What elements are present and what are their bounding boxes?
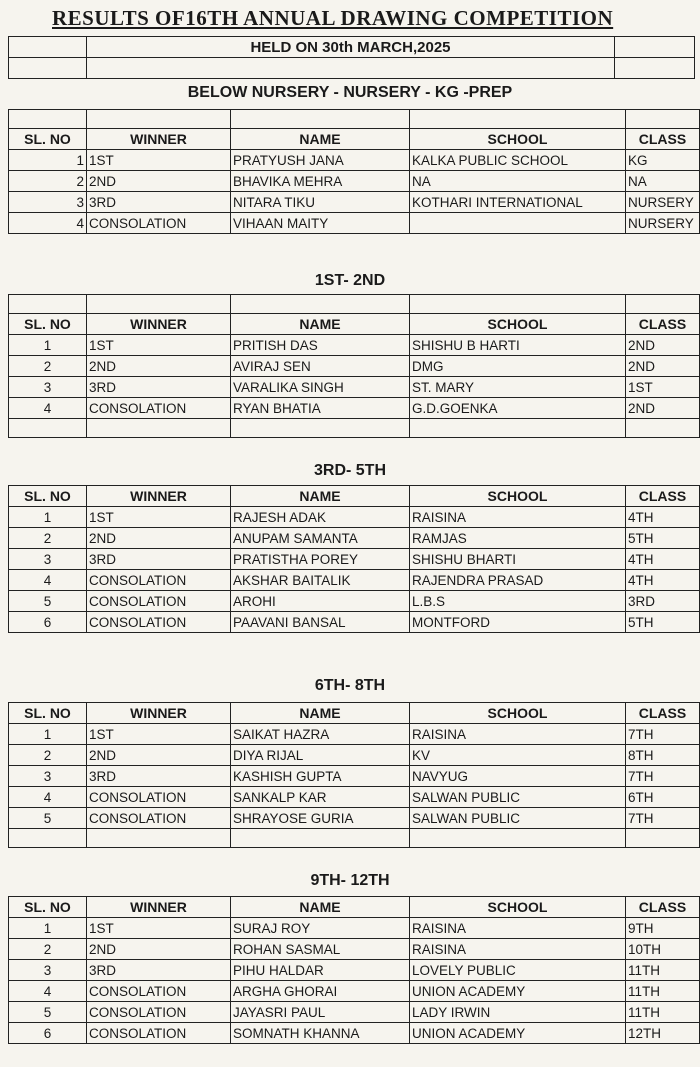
- cell-school: UNION ACADEMY: [410, 981, 626, 1002]
- column-header-class: CLASS: [626, 486, 700, 507]
- cell-name: PAAVANI BANSAL: [231, 612, 410, 633]
- cell-name: SOMNATH KHANNA: [231, 1023, 410, 1044]
- cell-sl: 2: [9, 171, 87, 192]
- table-row: [9, 766, 700, 787]
- results-table: [8, 896, 700, 1044]
- column-header-class: CLASS: [626, 129, 700, 150]
- cell-winner: 2ND: [87, 171, 231, 192]
- cell-name: ARGHA GHORAI: [231, 981, 410, 1002]
- cell-sl: 4: [9, 570, 87, 591]
- cell-winner: 2ND: [87, 356, 231, 377]
- cell-school: KOTHARI INTERNATIONAL: [410, 192, 626, 213]
- cell-winner: CONSOLATION: [87, 787, 231, 808]
- cell-name: AVIRAJ SEN: [231, 356, 410, 377]
- column-header-winner: WINNER: [87, 129, 231, 150]
- cell-name: PIHU HALDAR: [231, 960, 410, 981]
- table-row: [9, 528, 700, 549]
- section-title: 9TH- 12TH: [310, 872, 390, 889]
- cell-sl: 1: [9, 724, 87, 745]
- table-row: [9, 377, 700, 398]
- table-row: [9, 570, 700, 591]
- cell-sl: 2: [9, 745, 87, 766]
- cell-sl: 4: [9, 787, 87, 808]
- cell-name: KASHISH GUPTA: [231, 766, 410, 787]
- held-right-cell: [615, 37, 695, 58]
- cell-name: AROHI: [231, 591, 410, 612]
- blank-cell: [231, 419, 410, 438]
- cell-winner: CONSOLATION: [87, 1002, 231, 1023]
- table-row: [9, 549, 700, 570]
- column-header-school: SCHOOL: [410, 129, 626, 150]
- cell-name: RAJESH ADAK: [231, 507, 410, 528]
- cell-winner: 1ST: [87, 507, 231, 528]
- blank-cell: [231, 829, 410, 848]
- cell-class: 1ST: [626, 377, 700, 398]
- cell-winner: 3RD: [87, 192, 231, 213]
- table-row: [9, 591, 700, 612]
- cell-sl: 4: [9, 981, 87, 1002]
- blank-cell: [626, 110, 700, 129]
- cell-class: 7TH: [626, 724, 700, 745]
- held-right-cell: [615, 58, 695, 79]
- held-blank-cell: [87, 58, 615, 79]
- column-header-name: NAME: [231, 486, 410, 507]
- cell-sl: 3: [9, 549, 87, 570]
- cell-winner: 2ND: [87, 528, 231, 549]
- table-row: [9, 335, 700, 356]
- cell-sl: 2: [9, 528, 87, 549]
- column-header-class: CLASS: [626, 897, 700, 918]
- column-header-name: NAME: [231, 129, 410, 150]
- cell-school: KALKA PUBLIC SCHOOL: [410, 150, 626, 171]
- blank-cell: [410, 295, 626, 314]
- table-row: [9, 192, 700, 213]
- held-on-date: HELD ON 30th MARCH,2025: [87, 37, 615, 58]
- blank-cell: [231, 295, 410, 314]
- blank-cell: [626, 419, 700, 438]
- table-row: [9, 1023, 700, 1044]
- cell-winner: 1ST: [87, 335, 231, 356]
- cell-school: G.D.GOENKA: [410, 398, 626, 419]
- table-row: [9, 507, 700, 528]
- cell-school: RAISINA: [410, 918, 626, 939]
- cell-school: SALWAN PUBLIC: [410, 808, 626, 829]
- cell-winner: 1ST: [87, 918, 231, 939]
- cell-winner: CONSOLATION: [87, 808, 231, 829]
- cell-name: PRITISH DAS: [231, 335, 410, 356]
- cell-class: NA: [626, 171, 700, 192]
- blank-row: [9, 829, 700, 848]
- cell-name: ANUPAM SAMANTA: [231, 528, 410, 549]
- cell-school: UNION ACADEMY: [410, 1023, 626, 1044]
- table-row: [9, 612, 700, 633]
- held-left-cell: [9, 58, 87, 79]
- cell-name: RYAN BHATIA: [231, 398, 410, 419]
- cell-winner: 1ST: [87, 150, 231, 171]
- cell-winner: CONSOLATION: [87, 981, 231, 1002]
- cell-name: AKSHAR BAITALIK: [231, 570, 410, 591]
- cell-winner: 3RD: [87, 549, 231, 570]
- section-title: 1ST- 2ND: [314, 272, 386, 289]
- cell-name: ROHAN SASMAL: [231, 939, 410, 960]
- cell-winner: CONSOLATION: [87, 213, 231, 234]
- cell-class: 2ND: [626, 335, 700, 356]
- cell-school: RAMJAS: [410, 528, 626, 549]
- cell-school: KV: [410, 745, 626, 766]
- header-row: [9, 129, 700, 150]
- header-row: [9, 486, 700, 507]
- cell-sl: 4: [9, 213, 87, 234]
- held-on-table: [8, 36, 695, 79]
- cell-class: NURSERY: [626, 213, 700, 234]
- table-row: [9, 981, 700, 1002]
- table-row: [9, 150, 700, 171]
- blank-cell: [9, 295, 87, 314]
- cell-school: RAISINA: [410, 939, 626, 960]
- cell-school: L.B.S: [410, 591, 626, 612]
- cell-name: SAIKAT HAZRA: [231, 724, 410, 745]
- cell-winner: CONSOLATION: [87, 591, 231, 612]
- column-header-school: SCHOOL: [410, 897, 626, 918]
- blank-cell: [410, 419, 626, 438]
- cell-winner: CONSOLATION: [87, 398, 231, 419]
- cell-sl: 5: [9, 591, 87, 612]
- results-table: [8, 109, 700, 234]
- cell-name: SANKALP KAR: [231, 787, 410, 808]
- table-row: [9, 960, 700, 981]
- cell-sl: 1: [9, 918, 87, 939]
- column-header-class: CLASS: [626, 703, 700, 724]
- cell-name: SURAJ ROY: [231, 918, 410, 939]
- blank-row: [9, 110, 700, 129]
- blank-cell: [87, 295, 231, 314]
- table-row: [9, 213, 700, 234]
- cell-school: SHISHU B HARTI: [410, 335, 626, 356]
- cell-name: NITARA TIKU: [231, 192, 410, 213]
- cell-school: LADY IRWIN: [410, 1002, 626, 1023]
- cell-name: VARALIKA SINGH: [231, 377, 410, 398]
- cell-class: 11TH: [626, 960, 700, 981]
- column-header-school: SCHOOL: [410, 486, 626, 507]
- results-table: [8, 485, 700, 633]
- table-row: [9, 1002, 700, 1023]
- cell-sl: 3: [9, 192, 87, 213]
- header-row: [9, 897, 700, 918]
- cell-sl: 4: [9, 398, 87, 419]
- blank-cell: [9, 829, 87, 848]
- cell-school: MONTFORD: [410, 612, 626, 633]
- blank-cell: [626, 829, 700, 848]
- table-row: [9, 918, 700, 939]
- section-title: 6TH- 8TH: [314, 677, 386, 694]
- column-header-winner: WINNER: [87, 314, 231, 335]
- cell-school: DMG: [410, 356, 626, 377]
- cell-class: 5TH: [626, 612, 700, 633]
- cell-class: 10TH: [626, 939, 700, 960]
- blank-cell: [626, 295, 700, 314]
- column-header-sl: SL. NO: [9, 703, 87, 724]
- column-header-name: NAME: [231, 897, 410, 918]
- held-left-cell: [9, 37, 87, 58]
- section-title: 3RD- 5TH: [313, 462, 386, 479]
- cell-sl: 2: [9, 939, 87, 960]
- cell-winner: 3RD: [87, 960, 231, 981]
- cell-class: 3RD: [626, 591, 700, 612]
- cell-winner: 3RD: [87, 766, 231, 787]
- cell-school: SALWAN PUBLIC: [410, 787, 626, 808]
- cell-class: 9TH: [626, 918, 700, 939]
- table-row: [9, 787, 700, 808]
- column-header-school: SCHOOL: [410, 314, 626, 335]
- table-row: [9, 398, 700, 419]
- column-header-name: NAME: [231, 703, 410, 724]
- column-header-name: NAME: [231, 314, 410, 335]
- cell-class: 6TH: [626, 787, 700, 808]
- blank-cell: [87, 829, 231, 848]
- results-table: [8, 294, 700, 438]
- blank-cell: [410, 829, 626, 848]
- table-row: [9, 745, 700, 766]
- blank-cell: [9, 110, 87, 129]
- cell-class: 2ND: [626, 398, 700, 419]
- cell-class: 12TH: [626, 1023, 700, 1044]
- blank-cell: [231, 110, 410, 129]
- table-row: [9, 724, 700, 745]
- cell-school: RAJENDRA PRASAD: [410, 570, 626, 591]
- cell-winner: CONSOLATION: [87, 1023, 231, 1044]
- cell-class: 7TH: [626, 808, 700, 829]
- blank-row: [9, 295, 700, 314]
- cell-sl: 3: [9, 766, 87, 787]
- column-header-winner: WINNER: [87, 897, 231, 918]
- cell-name: PRATISTHA POREY: [231, 549, 410, 570]
- cell-class: 4TH: [626, 549, 700, 570]
- cell-winner: CONSOLATION: [87, 612, 231, 633]
- cell-sl: 5: [9, 808, 87, 829]
- header-row: [9, 703, 700, 724]
- column-header-sl: SL. NO: [9, 486, 87, 507]
- header-row: [9, 314, 700, 335]
- cell-sl: 6: [9, 612, 87, 633]
- cell-school: RAISINA: [410, 724, 626, 745]
- cell-school: ST. MARY: [410, 377, 626, 398]
- cell-winner: 2ND: [87, 745, 231, 766]
- cell-class: 4TH: [626, 570, 700, 591]
- document-title: RESULTS OF16TH ANNUAL DRAWING COMPETITION: [52, 6, 614, 30]
- cell-school: LOVELY PUBLIC: [410, 960, 626, 981]
- section-title: BELOW NURSERY - NURSERY - KG -PREP: [187, 84, 513, 101]
- cell-class: 5TH: [626, 528, 700, 549]
- cell-sl: 1: [9, 507, 87, 528]
- cell-class: NURSERY: [626, 192, 700, 213]
- blank-cell: [9, 419, 87, 438]
- blank-row: [9, 419, 700, 438]
- table-row: [9, 808, 700, 829]
- column-header-school: SCHOOL: [410, 703, 626, 724]
- cell-school: RAISINA: [410, 507, 626, 528]
- cell-class: 2ND: [626, 356, 700, 377]
- cell-class: 4TH: [626, 507, 700, 528]
- column-header-winner: WINNER: [87, 703, 231, 724]
- table-row: [9, 939, 700, 960]
- cell-winner: 2ND: [87, 939, 231, 960]
- cell-school: NA: [410, 171, 626, 192]
- column-header-sl: SL. NO: [9, 129, 87, 150]
- blank-cell: [87, 419, 231, 438]
- cell-class: 7TH: [626, 766, 700, 787]
- cell-sl: 1: [9, 150, 87, 171]
- cell-name: PRATYUSH JANA: [231, 150, 410, 171]
- cell-name: DIYA RIJAL: [231, 745, 410, 766]
- cell-sl: 5: [9, 1002, 87, 1023]
- cell-winner: 1ST: [87, 724, 231, 745]
- cell-class: KG: [626, 150, 700, 171]
- cell-sl: 3: [9, 960, 87, 981]
- table-row: [9, 356, 700, 377]
- cell-sl: 3: [9, 377, 87, 398]
- column-header-winner: WINNER: [87, 486, 231, 507]
- column-header-sl: SL. NO: [9, 314, 87, 335]
- cell-class: 11TH: [626, 981, 700, 1002]
- cell-school: NAVYUG: [410, 766, 626, 787]
- cell-name: JAYASRI PAUL: [231, 1002, 410, 1023]
- cell-sl: 6: [9, 1023, 87, 1044]
- column-header-sl: SL. NO: [9, 897, 87, 918]
- cell-class: 8TH: [626, 745, 700, 766]
- cell-name: SHRAYOSE GURIA: [231, 808, 410, 829]
- column-header-class: CLASS: [626, 314, 700, 335]
- cell-school: [410, 213, 626, 234]
- blank-cell: [410, 110, 626, 129]
- cell-name: VIHAAN MAITY: [231, 213, 410, 234]
- cell-sl: 2: [9, 356, 87, 377]
- results-table: [8, 702, 700, 848]
- cell-name: BHAVIKA MEHRA: [231, 171, 410, 192]
- table-row: [9, 171, 700, 192]
- cell-winner: 3RD: [87, 377, 231, 398]
- blank-cell: [87, 110, 231, 129]
- cell-sl: 1: [9, 335, 87, 356]
- cell-class: 11TH: [626, 1002, 700, 1023]
- cell-school: SHISHU BHARTI: [410, 549, 626, 570]
- cell-winner: CONSOLATION: [87, 570, 231, 591]
